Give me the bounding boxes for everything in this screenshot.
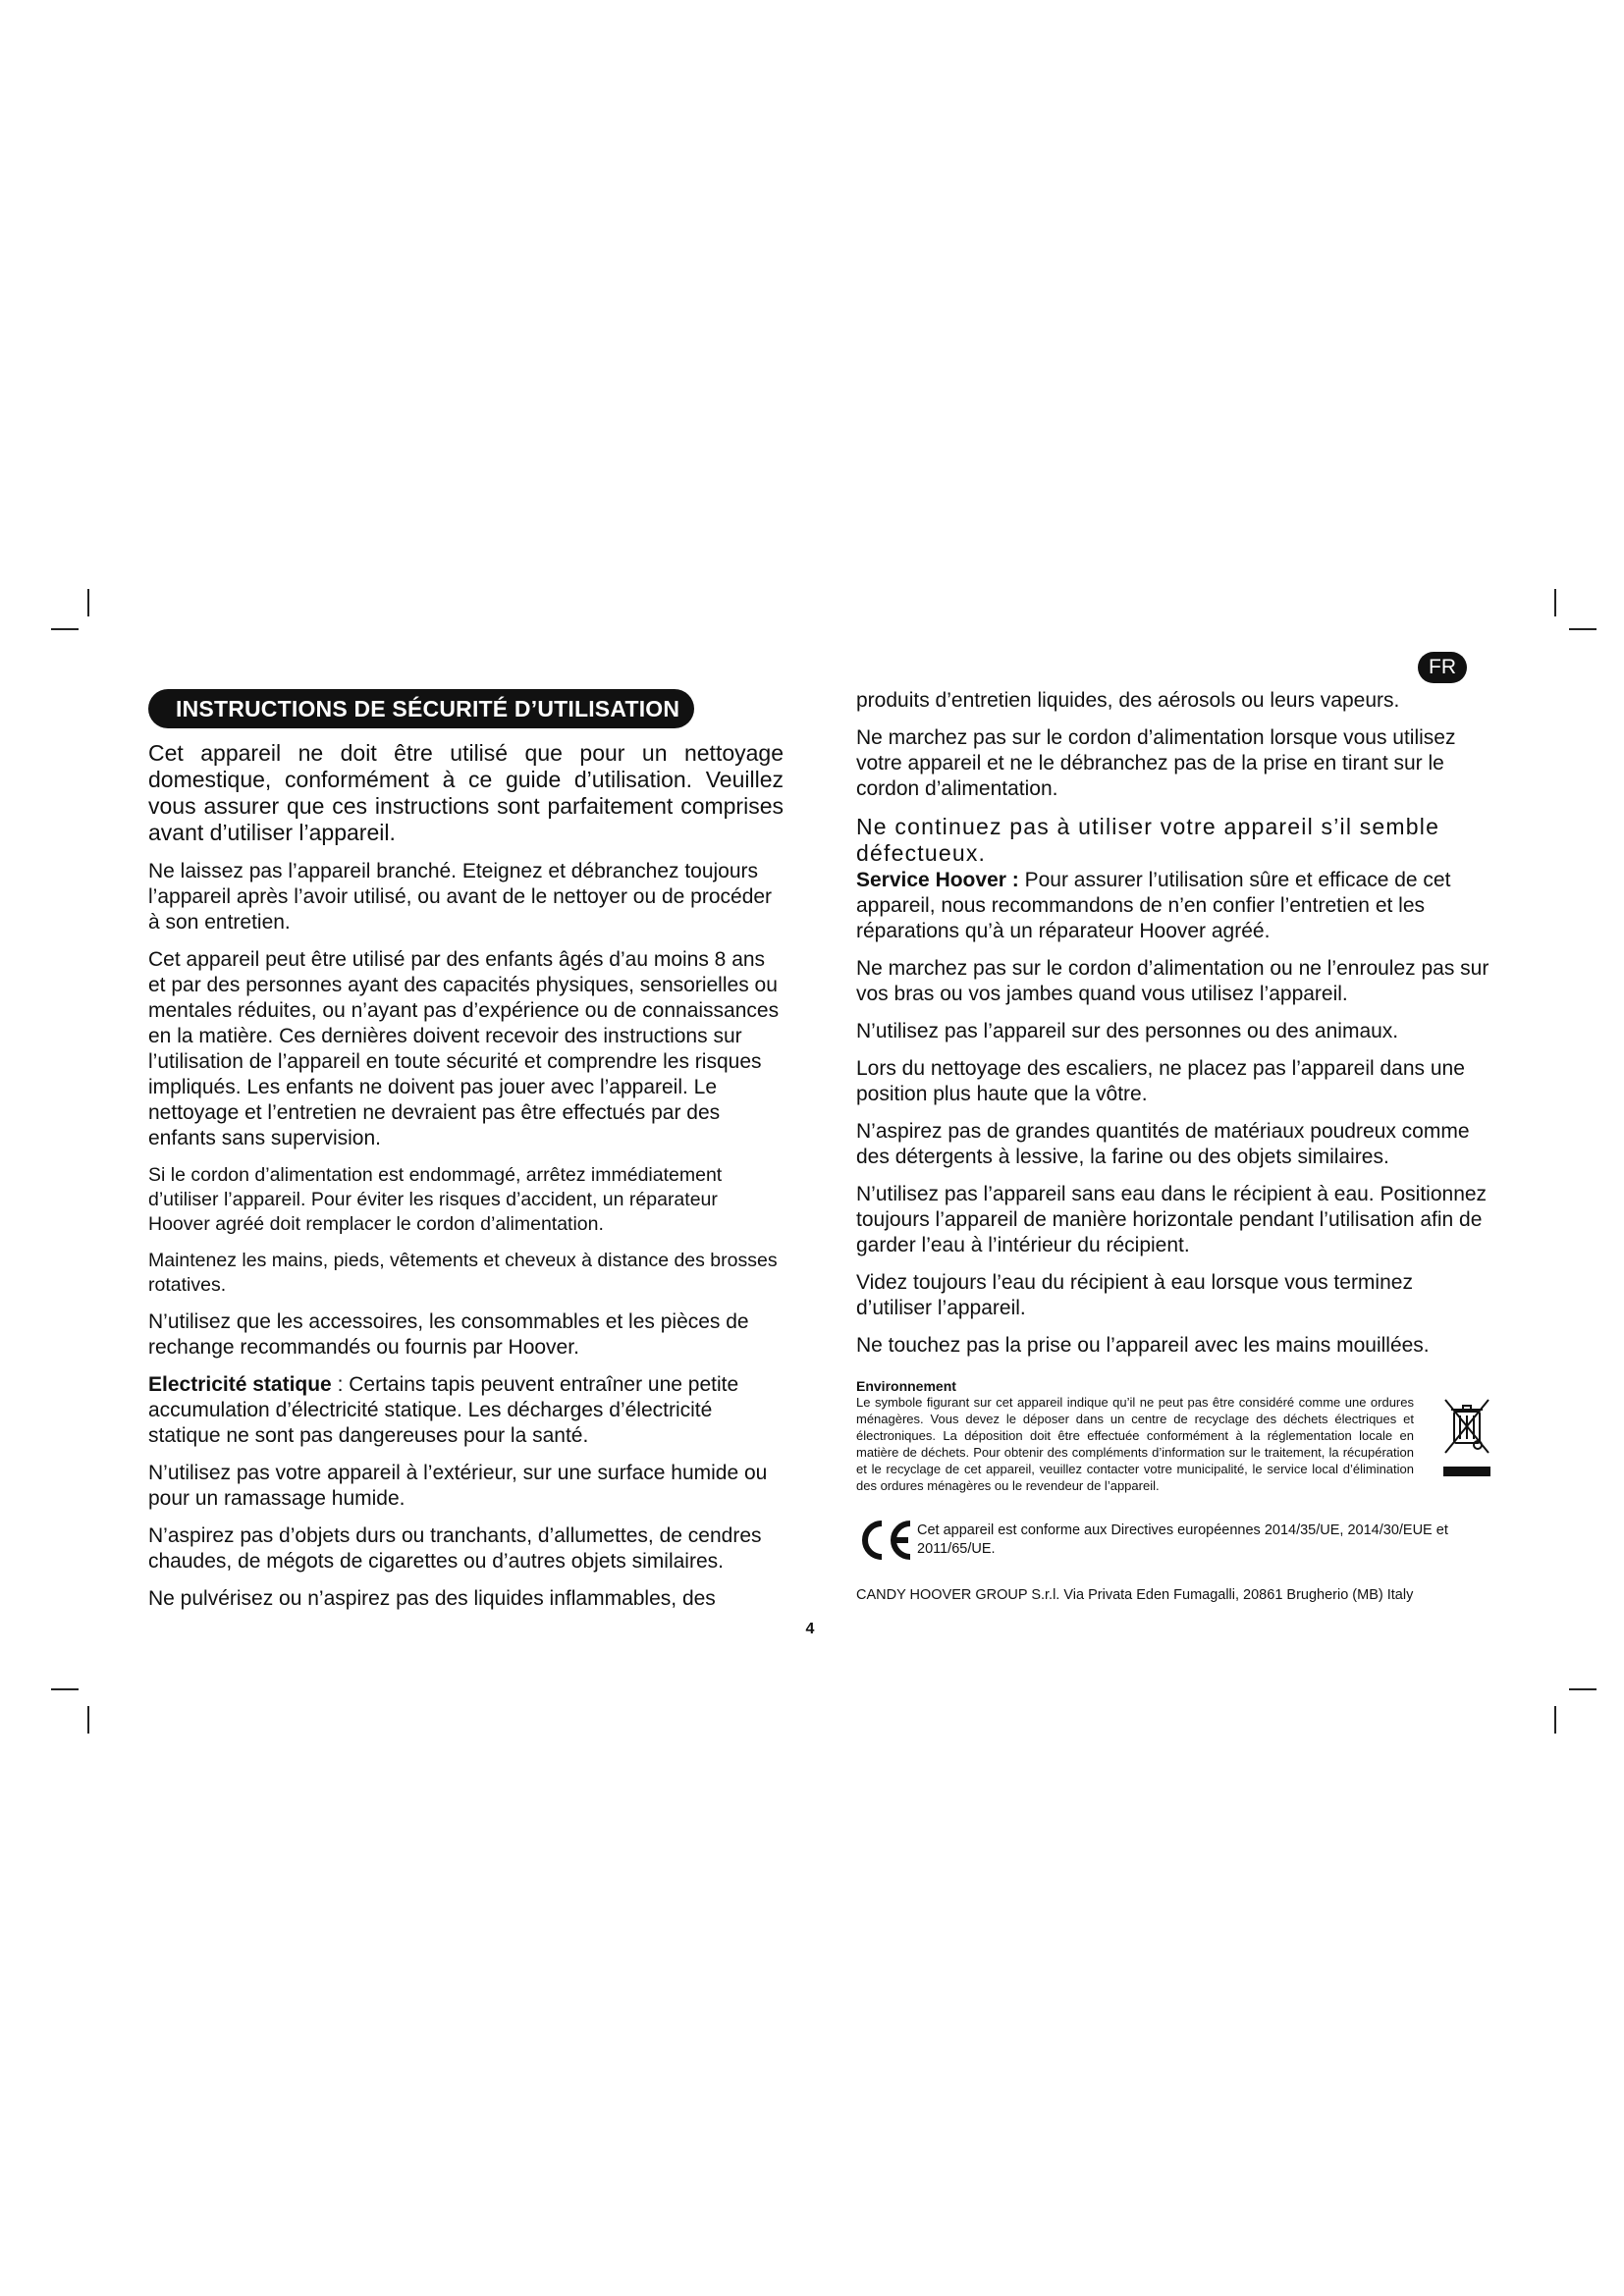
- paragraph-text: Pour assurer l’utilisation sûre et efficace de cet appareil, nous recommandons de n’en confier l’entretien et les réparations qu’à un réparateur Hoover agréé.: [856, 869, 1451, 942]
- environment-title: Environnement: [856, 1378, 956, 1394]
- paragraph: [148, 1372, 784, 1449]
- crop-mark: [51, 628, 79, 630]
- paragraph: Ne touchez pas la prise ou l’appareil avec les mains mouillées.: [856, 1334, 1430, 1357]
- language-badge: FR: [1418, 652, 1467, 683]
- paragraph: Ne marchez pas sur le cordon d’alimentation lorsque vous utilisez votre appareil et ne le débranchez pas de la prise en tirant sur le cordon d’alimentation.: [856, 726, 1456, 800]
- environment-text: Le symbole figurant sur cet appareil indique qu’il ne peut pas être considéré comme une ordures ménagères. Vous devez le déposer dans un centre de recyclage des déchets électriques et électroniques. La déposition doit être effectuée conformément à la réglementation locale en matière de déchets. Pour obtenir des compléments d’information sur le traitement, la récupération et le recyclage de cet appareil, veuillez contacter votre municipalité, le service local d’élimination des ordures ménagères ou le revendeur de l’appareil.: [856, 1395, 1414, 1493]
- page-number: 4: [805, 1621, 815, 1637]
- paragraph: Ne laissez pas l’appareil branché. Eteignez et débranchez toujours l’appareil après l’avoir utilisé, ou avant de le nettoyer ou de procéder à son entretien.: [148, 860, 773, 934]
- crop-mark: [1569, 1688, 1597, 1690]
- crop-mark: [1554, 1706, 1556, 1734]
- paragraph: N’aspirez pas de grandes quantités de matériaux poudreux comme des détergents à lessive, la farine ou des objets similaires.: [856, 1120, 1470, 1168]
- paragraph: Ne pulvérisez ou n’aspirez pas des liquides inflammables, des: [148, 1587, 716, 1610]
- paragraph: N’utilisez pas l’appareil sans eau dans le récipient à eau. Positionnez toujours l’appareil de manière horizontale pendant l’utilisation afin de garder l’eau à l’intérieur du récipient.: [856, 1183, 1488, 1256]
- paragraph: produits d’entretien liquides, des aérosols ou leurs vapeurs.: [856, 689, 1400, 712]
- bold-label: Electricité statique: [148, 1373, 332, 1396]
- crop-mark: [1569, 628, 1597, 630]
- bold-label: Service Hoover :: [856, 869, 1019, 891]
- ce-compliance: [856, 1518, 1492, 1569]
- crop-mark: [1554, 589, 1556, 616]
- crop-mark: [51, 1688, 79, 1690]
- paragraph: Cet appareil peut être utilisé par des enfants âgés d’au moins 8 ans et par des personnes ayant des capacités physiques, sensorielles ou mentales réduites, ou n’ayant pas d’expérience ou de connaissances en la matière. Ces dernières doivent recevoir des instructions sur l’utilisation de l’appareil en toute sécurité et comprendre les risques impliqués. Les enfants ne doivent pas jouer avec l’appareil. Le nettoyage et l’entretien ne devraient pas être effectués par des enfants sans supervision.: [148, 948, 780, 1149]
- left-column: [148, 740, 784, 1624]
- paragraph: Ne marchez pas sur le cordon d’alimentation ou ne l’enroulez pas sur vos bras ou vos jambes quand vous utilisez l’appareil.: [856, 957, 1489, 1005]
- paragraph: Ne continuez pas à utiliser votre appareil s’il semble défectueux.: [856, 814, 1440, 866]
- paragraph: Cet appareil ne doit être utilisé que pour un nettoyage domestique, conformément à ce guide d’utilisation. Veuillez vous assurer que ces instructions sont parfaitement comprises avant d’utiliser l’appareil.: [148, 740, 784, 845]
- paragraph: N’utilisez que les accessoires, les consommables et les pièces de rechange recommandés ou fournis par Hoover.: [148, 1310, 749, 1359]
- crop-mark: [87, 589, 89, 616]
- paragraph-text: : Certains tapis peuvent entraîner une petite accumulation d’électricité statique. Les décharges d’électricité statique ne sont pas dangereuses pour la santé.: [148, 1373, 739, 1447]
- crossed-bin-icon: [1441, 1396, 1492, 1480]
- company-address: CANDY HOOVER GROUP S.r.l. Via Privata Eden Fumagalli, 20861 Brugherio (MB) Italy: [856, 1587, 1414, 1603]
- ce-mark-icon: [856, 1518, 915, 1563]
- crop-mark: [87, 1706, 89, 1734]
- ce-compliance-text: Cet appareil est conforme aux Directives européennes 2014/35/UE, 2014/30/EUE et 2011/65/UE.: [917, 1522, 1448, 1557]
- paragraph: Videz toujours l’eau du récipient à eau lorsque vous terminez d’utiliser l’appareil.: [856, 1271, 1413, 1319]
- paragraph: N’aspirez pas d’objets durs ou tranchants, d’allumettes, de cendres chaudes, de mégots de cigarettes ou d’autres objets similaires.: [148, 1524, 762, 1573]
- section-title: INSTRUCTIONS DE SÉCURITÉ D’UTILISATION: [148, 689, 694, 728]
- paragraph: [856, 868, 1492, 944]
- paragraph: Si le cordon d’alimentation est endommagé, arrêtez immédiatement d’utiliser l’appareil. Pour éviter les risques d’accident, un réparateur Hoover agréé doit remplacer le cordon d’alimentation.: [148, 1164, 723, 1235]
- right-column: [856, 688, 1492, 1604]
- paragraph: N’utilisez pas votre appareil à l’extérieur, sur une surface humide ou pour un ramassage humide.: [148, 1462, 768, 1510]
- paragraph: N’utilisez pas l’appareil sur des personnes ou des animaux.: [856, 1020, 1399, 1042]
- environment-notice: [856, 1378, 1492, 1494]
- paragraph: Lors du nettoyage des escaliers, ne placez pas l’appareil dans une position plus haute que la vôtre.: [856, 1057, 1465, 1105]
- paragraph: Maintenez les mains, pieds, vêtements et cheveux à distance des brosses rotatives.: [148, 1250, 778, 1296]
